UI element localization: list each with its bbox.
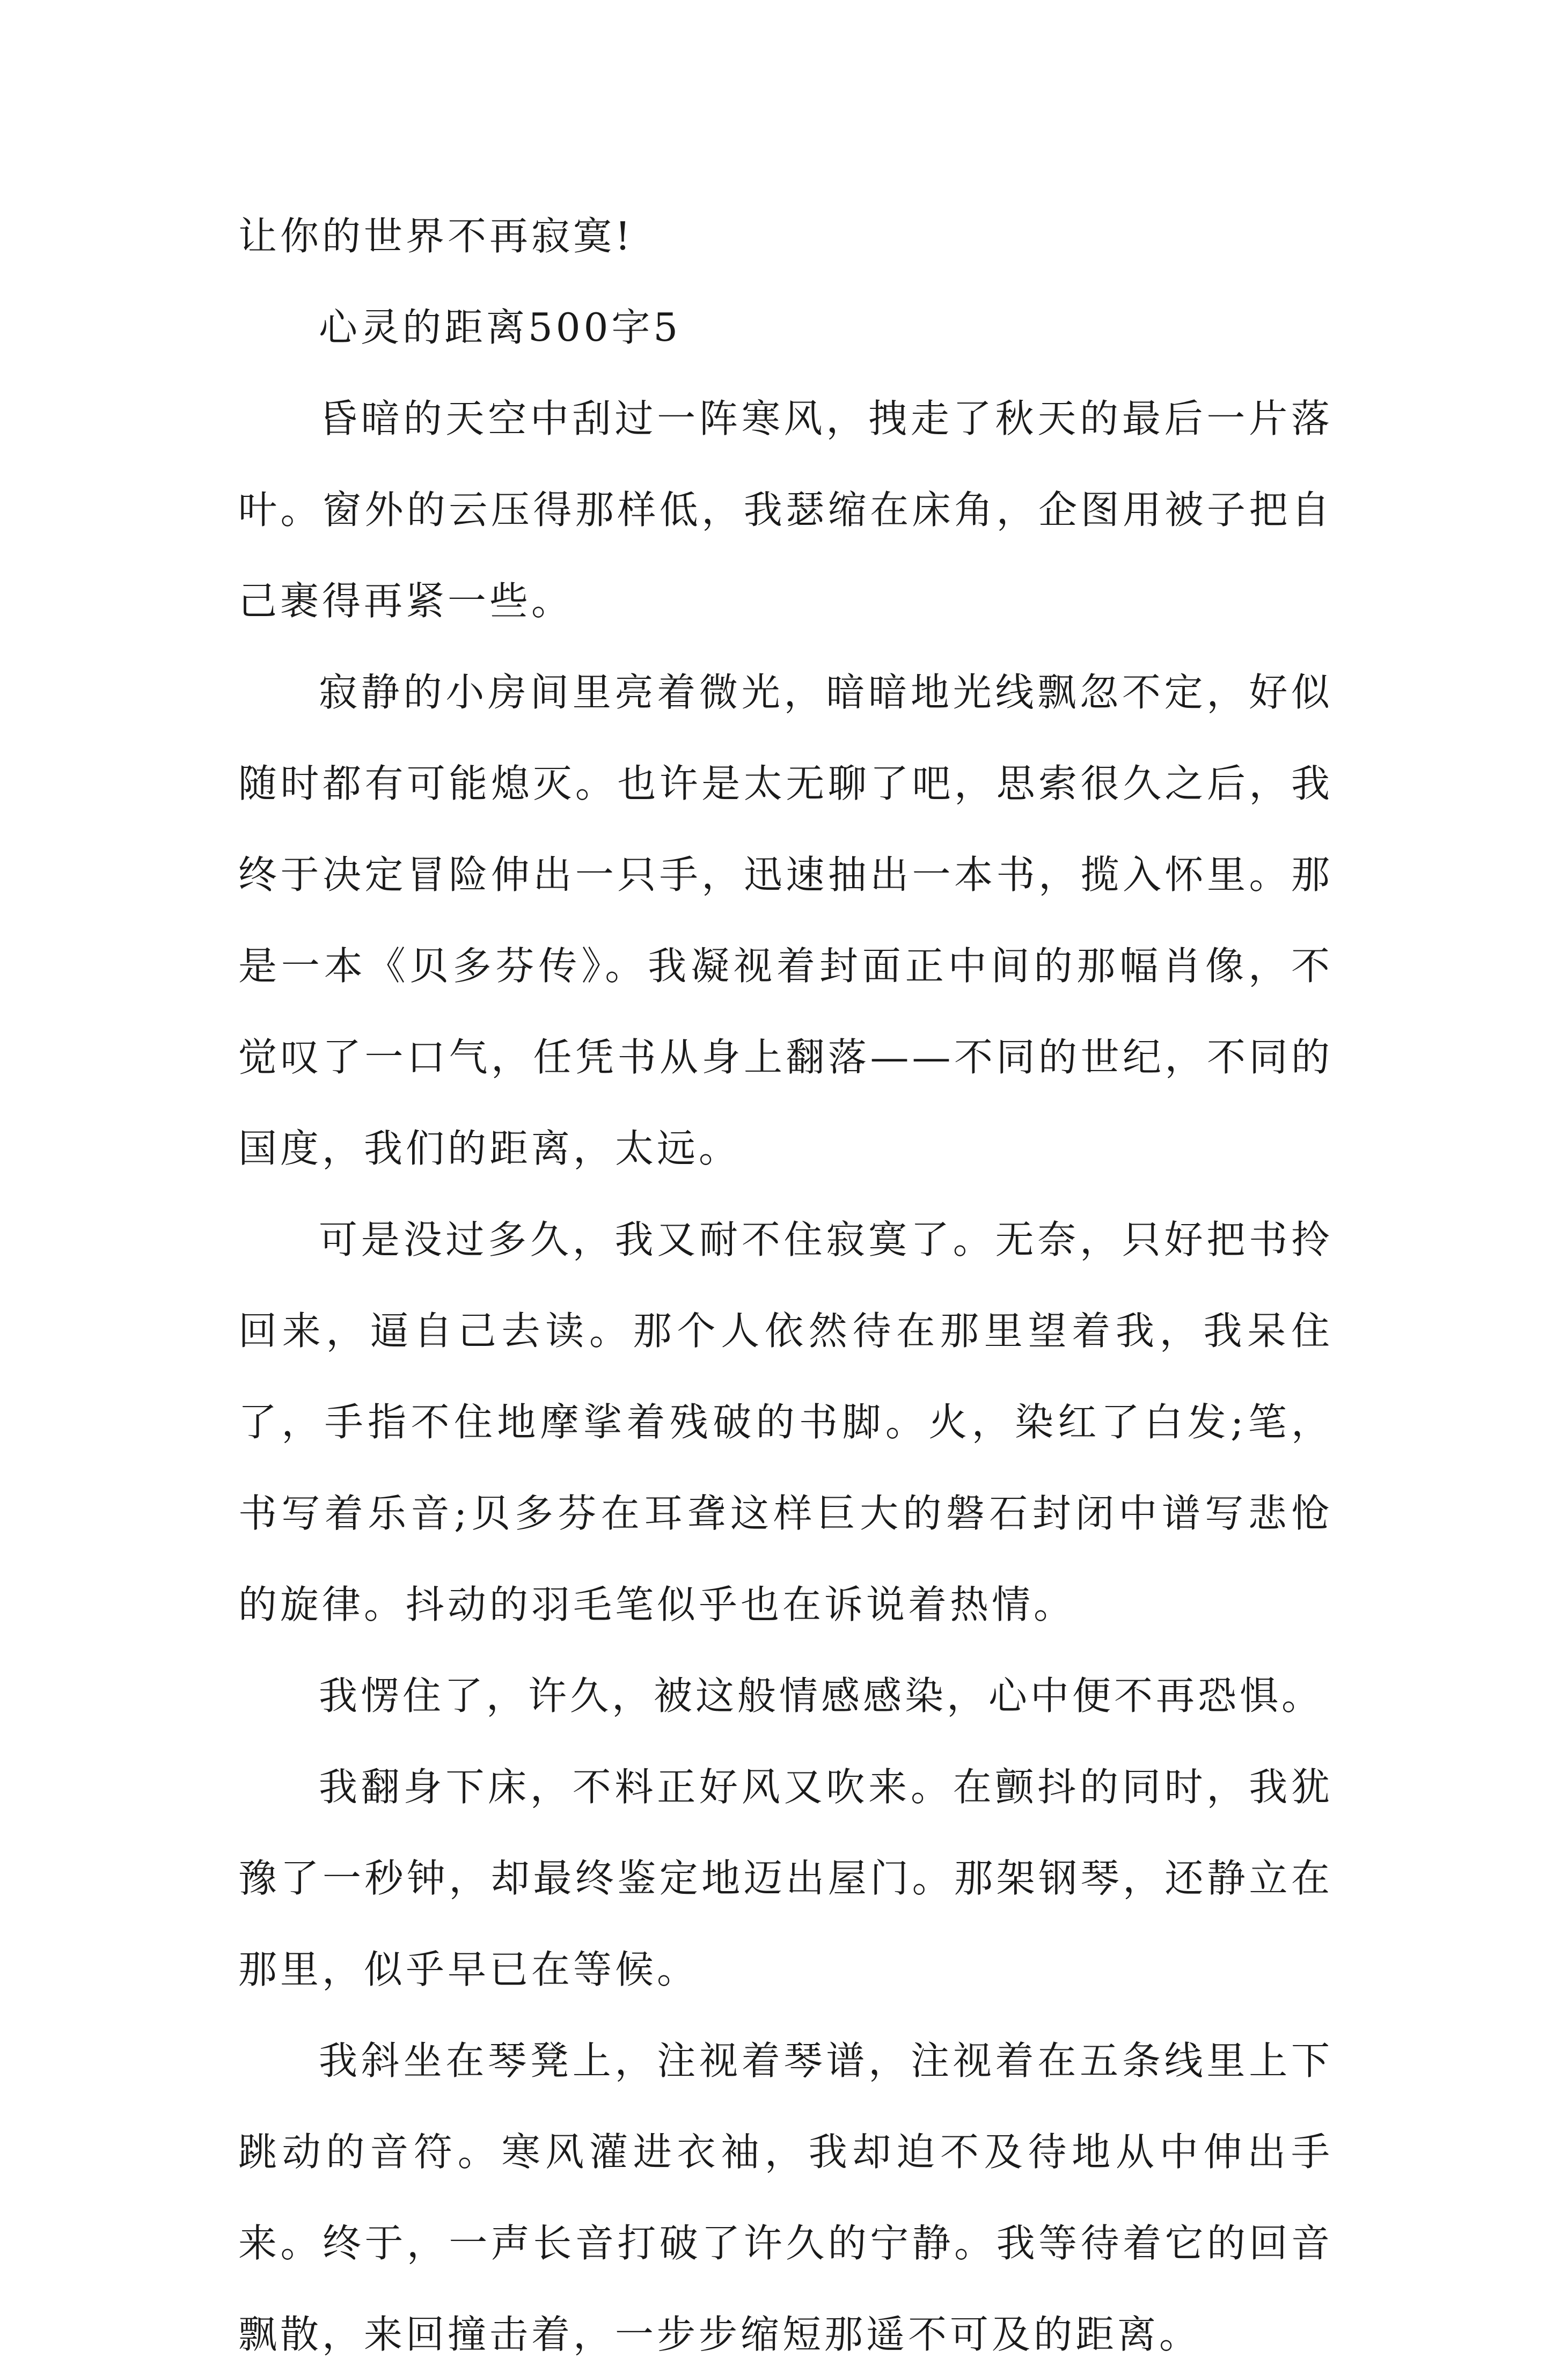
paragraph: 可是没过多久，我又耐不住寂寞了。无奈，只好把书拎回来，逼自己去读。那个人依然待在那里望着我，我呆住了，手指不住地摩挲着残破的书脚。火，染红了白发;笔，书写着乐音;贝多芬在耳聋这样巨大的磐石封闭中谱写悲怆的旋律。抖动的羽毛笔似乎也在诉说着热情。 xyxy=(238,1217,1333,1627)
paragraph-closing-line: 让你的世界不再寂寞! xyxy=(238,214,634,259)
paragraph: 我愣住了，许久，被这般情感感染，心中便不再恐惧。 xyxy=(319,1673,1324,1718)
paragraph: 我翻身下床，不料正好风又吹来。在颤抖的同时，我犹豫了一秒钟，却最终鉴定地迈出屋门。那架钢琴，还静立在那里，似乎早已在等候。 xyxy=(238,1764,1333,1992)
document-body xyxy=(238,191,1333,2380)
paragraph: 寂静的小房间里亮着微光，暗暗地光线飘忽不定，好似随时都有可能熄灭。也许是太无聊了吧，思索很久之后，我终于决定冒险伸出一只手，迅速抽出一本书，揽入怀里。那是一本《贝多芬传》。我凝视着封面正中间的那幅肖像，不觉叹了一口气，任凭书从身上翻落——不同的世纪，不同的国度，我们的距离，太远。 xyxy=(238,670,1333,1171)
paragraph: 昏暗的天空中刮过一阵寒风，拽走了秋天的最后一片落叶。窗外的云压得那样低，我瑟缩在床角，企图用被子把自己裹得再紧一些。 xyxy=(238,396,1333,624)
essay-title: 心灵的距离500字5 xyxy=(319,305,682,350)
paragraph: 我斜坐在琴凳上，注视着琴谱，注视着在五条线里上下跳动的音符。寒风灌进衣袖，我却迫不及待地从中伸出手来。终于，一声长音打破了许久的宁静。我等待着它的回音飘散，来回撞击着，一步步缩短那遥不可及的距离。 xyxy=(238,2038,1333,2357)
